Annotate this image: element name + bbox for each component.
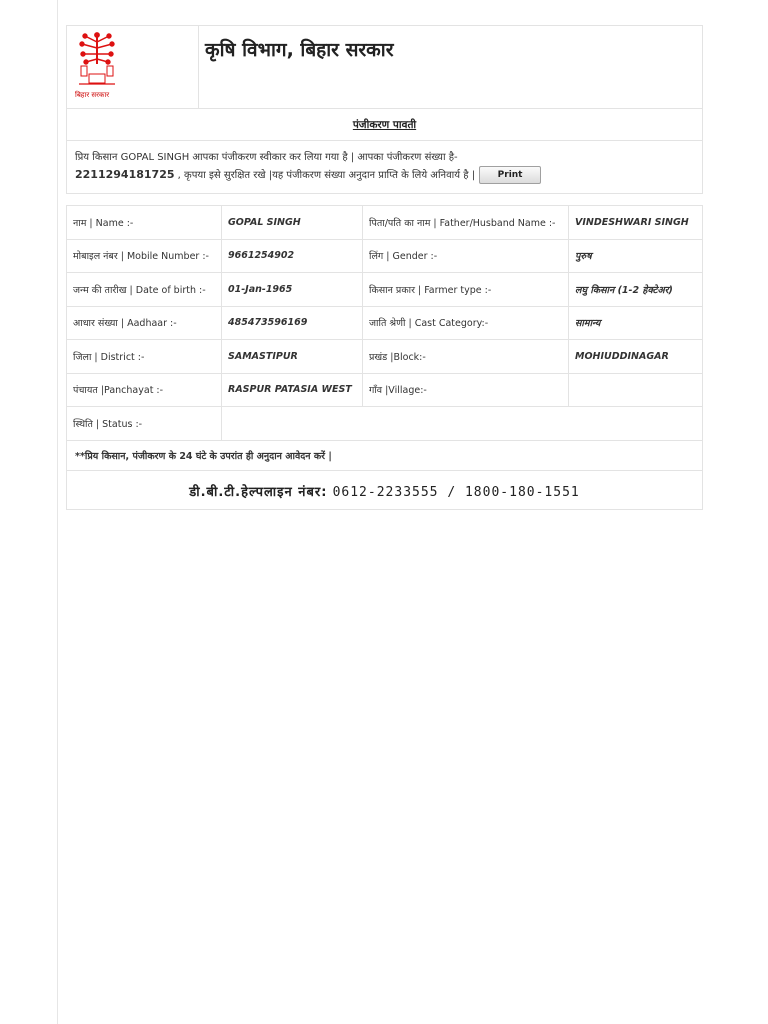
block-label: प्रखंड |Block:-: [363, 340, 569, 374]
gender-label: लिंग | Gender :-: [363, 239, 569, 273]
panchayat-label: पंचायत |Panchayat :-: [67, 373, 222, 407]
table-row: [67, 340, 703, 374]
table-row: [67, 407, 703, 441]
status-value: [222, 407, 703, 441]
mobile-label: मोबाइल नंबर | Mobile Number :-: [67, 239, 222, 273]
dob-label: जन्म की तारीख | Date of birth :-: [67, 273, 222, 307]
name-value: GOPAL SINGH: [222, 206, 363, 240]
farmer-details-table: [66, 205, 703, 441]
panchayat-value: RASPUR PATASIA WEST: [222, 373, 363, 407]
village-label: गाँव |Village:-: [363, 373, 569, 407]
registration-number: 2211294181725: [75, 168, 175, 181]
message-line-2: [75, 166, 694, 184]
gender-value: पुरुष: [569, 239, 703, 273]
caste-category-value: सामान्य: [569, 306, 703, 340]
registration-message: [66, 141, 703, 194]
table-row: [67, 273, 703, 307]
village-value: [569, 373, 703, 407]
district-value: SAMASTIPUR: [222, 340, 363, 374]
department-title: कृषि विभाग, बिहार सरकार: [205, 39, 394, 61]
father-name-label: पिता/पति का नाम | Father/Husband Name :-: [363, 206, 569, 240]
name-label: नाम | Name :-: [67, 206, 222, 240]
acknowledgement-row: [66, 109, 703, 141]
father-name-value: VINDESHWARI SINGH: [569, 206, 703, 240]
table-row: [67, 373, 703, 407]
header: [66, 25, 703, 109]
caste-category-label: जाति श्रेणी | Cast Category:-: [363, 306, 569, 340]
logo-caption: बिहार सरकार: [75, 91, 110, 99]
district-label: जिला | District :-: [67, 340, 222, 374]
status-label: स्थिति | Status :-: [67, 407, 222, 441]
dbt-helpline: [66, 471, 703, 510]
print-button[interactable]: Print: [479, 166, 541, 184]
logo-box: [67, 26, 199, 108]
message-line-1: प्रिय किसान GOPAL SINGH आपका पंजीकरण स्वीकार कर लिया गया है | आपका पंजीकरण संख्या है-: [75, 152, 458, 163]
table-row: [67, 206, 703, 240]
table-row: [67, 239, 703, 273]
farmer-type-label: किसान प्रकार | Farmer type :-: [363, 273, 569, 307]
table-row: [67, 306, 703, 340]
dob-value: 01-Jan-1965: [222, 273, 363, 307]
bihar-emblem-icon: [75, 32, 119, 88]
helpline-numbers: 0612-2233555 / 1800-180-1551: [332, 485, 580, 500]
message-line-2-text: , कृपया इसे सुरक्षित रखे |यह पंजीकरण संख्या अनुदान प्राप्ति के लिये अनिवार्य है |: [174, 170, 476, 181]
farmer-type-value: लघु किसान (1-2 हेक्टेअर): [569, 273, 703, 307]
application-note: **प्रिय किसान, पंजीकरण के 24 घंटे के उपरांत ही अनुदान आवेदन करें |: [66, 440, 703, 471]
helpline-label: डी.बी.टी.हेल्पलाइन नंबर:: [189, 485, 328, 500]
aadhaar-value: 485473596169: [222, 306, 363, 340]
page-left-rule: [57, 0, 58, 1024]
mobile-value: 9661254902: [222, 239, 363, 273]
aadhaar-label: आधार संख्या | Aadhaar :-: [67, 306, 222, 340]
block-value: MOHIUDDINAGAR: [569, 340, 703, 374]
acknowledgement-title: पंजीकरण पावती: [352, 119, 417, 131]
